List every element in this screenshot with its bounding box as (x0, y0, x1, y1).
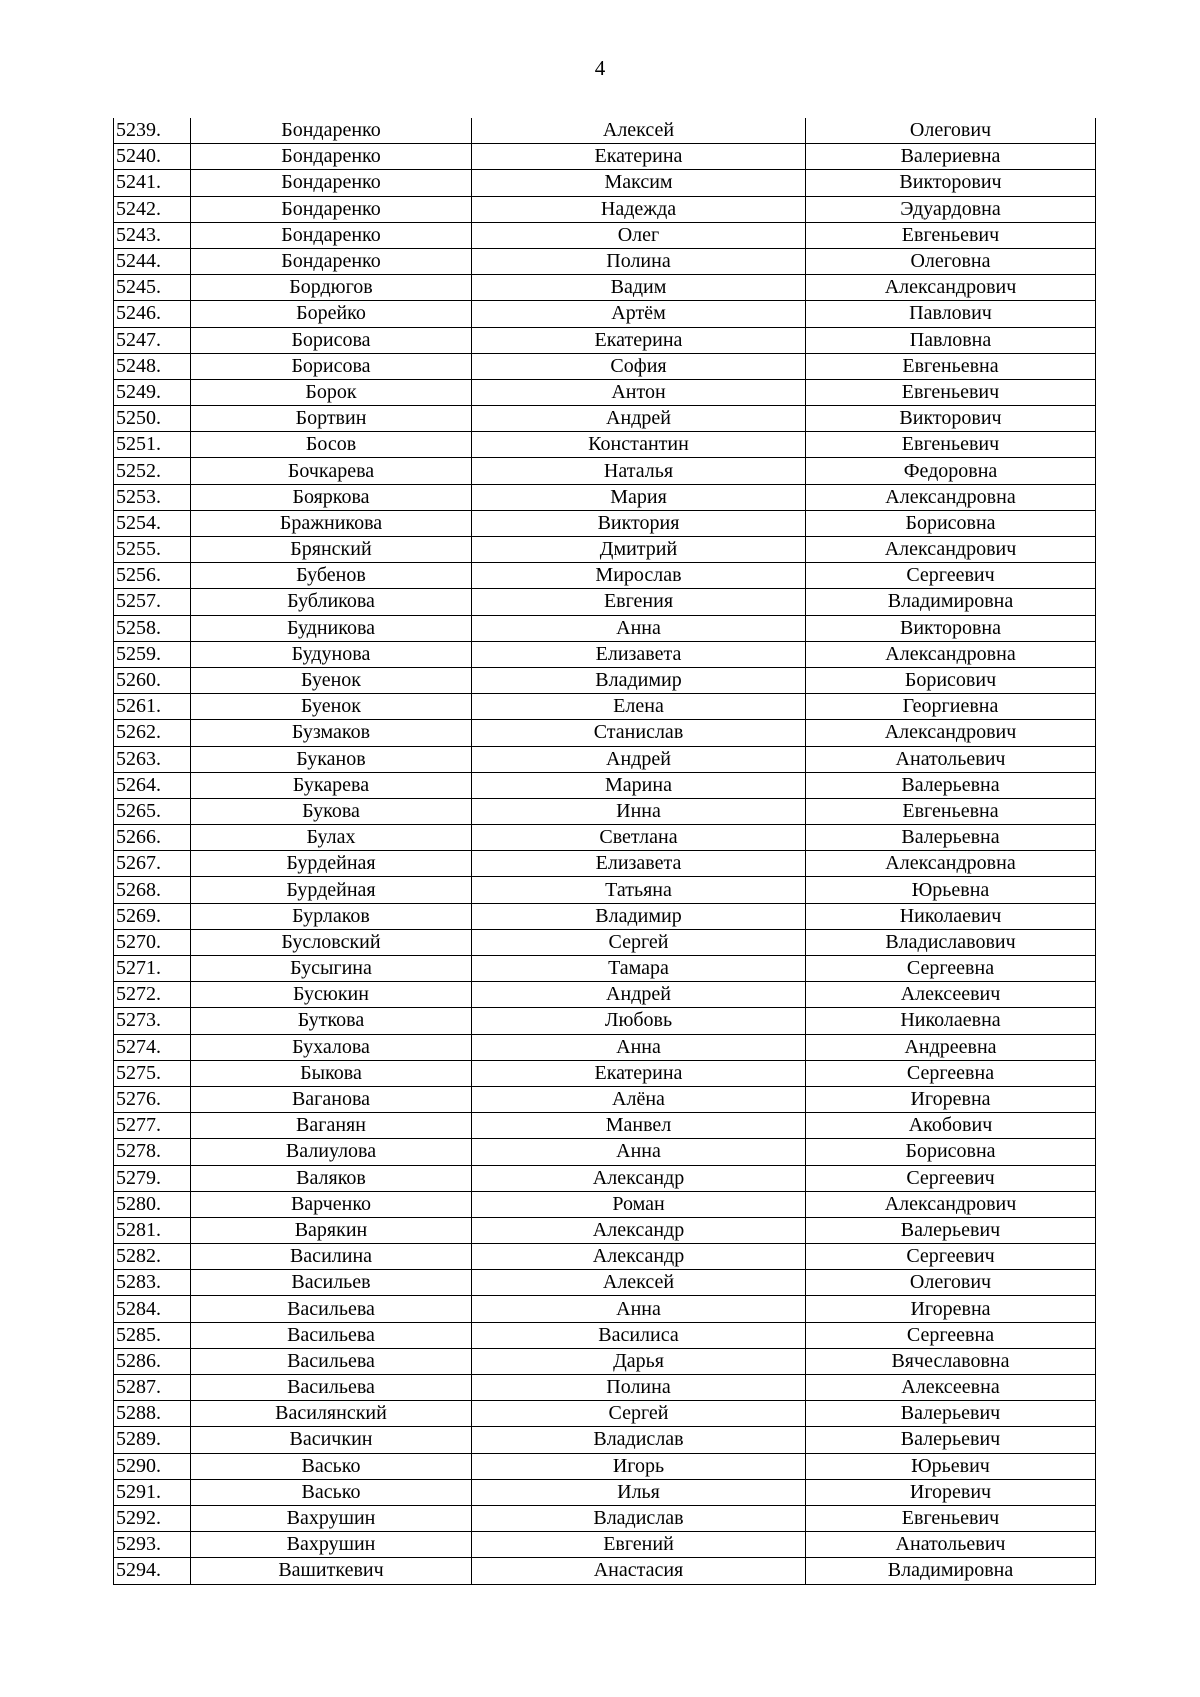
row-number: 5286. (114, 1348, 191, 1374)
last-name-cell: Васичкин (191, 1427, 472, 1453)
table-row (114, 379, 1096, 405)
first-name-cell: Алексей (472, 118, 806, 144)
first-name-cell: Наталья (472, 458, 806, 484)
patronymic-cell: Валерьевна (806, 825, 1096, 851)
patronymic-cell: Александрович (806, 1191, 1096, 1217)
patronymic-cell: Павлович (806, 301, 1096, 327)
first-name-cell: Мирослав (472, 563, 806, 589)
first-name-cell: Елизавета (472, 641, 806, 667)
last-name-cell: Бурдейная (191, 877, 472, 903)
row-number: 5269. (114, 903, 191, 929)
first-name-cell: Сергей (472, 1401, 806, 1427)
table-row (114, 144, 1096, 170)
row-number: 5290. (114, 1453, 191, 1479)
last-name-cell: Букарева (191, 772, 472, 798)
row-number: 5265. (114, 798, 191, 824)
row-number: 5278. (114, 1139, 191, 1165)
patronymic-cell: Евгеньевна (806, 353, 1096, 379)
first-name-cell: Тамара (472, 956, 806, 982)
patronymic-cell: Алексеевна (806, 1375, 1096, 1401)
last-name-cell: Вашиткевич (191, 1558, 472, 1584)
last-name-cell: Вахрушин (191, 1505, 472, 1531)
row-number: 5267. (114, 851, 191, 877)
last-name-cell: Бусыгина (191, 956, 472, 982)
row-number: 5253. (114, 484, 191, 510)
patronymic-cell: Валерьевич (806, 1427, 1096, 1453)
table-row (114, 248, 1096, 274)
first-name-cell: Максим (472, 170, 806, 196)
first-name-cell: Владислав (472, 1427, 806, 1453)
table-row (114, 1375, 1096, 1401)
row-number: 5285. (114, 1322, 191, 1348)
table-row (114, 772, 1096, 798)
table-row (114, 275, 1096, 301)
first-name-cell: Екатерина (472, 327, 806, 353)
last-name-cell: Буенок (191, 694, 472, 720)
patronymic-cell: Сергеевна (806, 1322, 1096, 1348)
row-number: 5288. (114, 1401, 191, 1427)
last-name-cell: Васильева (191, 1375, 472, 1401)
table-row (114, 825, 1096, 851)
first-name-cell: Артём (472, 301, 806, 327)
patronymic-cell: Викторовна (806, 615, 1096, 641)
row-number: 5239. (114, 118, 191, 144)
patronymic-cell: Валерьевич (806, 1401, 1096, 1427)
last-name-cell: Васильева (191, 1322, 472, 1348)
table-row (114, 1139, 1096, 1165)
table-row (114, 1322, 1096, 1348)
last-name-cell: Бубенов (191, 563, 472, 589)
row-number: 5243. (114, 222, 191, 248)
row-number: 5245. (114, 275, 191, 301)
last-name-cell: Бузмаков (191, 720, 472, 746)
table-row (114, 118, 1096, 144)
row-number: 5256. (114, 563, 191, 589)
table-row (114, 1505, 1096, 1531)
patronymic-cell: Александрович (806, 720, 1096, 746)
first-name-cell: София (472, 353, 806, 379)
table-row (114, 406, 1096, 432)
patronymic-cell: Александровна (806, 484, 1096, 510)
first-name-cell: Инна (472, 798, 806, 824)
first-name-cell: Евгения (472, 589, 806, 615)
patronymic-cell: Анатольевич (806, 1532, 1096, 1558)
row-number: 5264. (114, 772, 191, 798)
first-name-cell: Игорь (472, 1453, 806, 1479)
row-number: 5247. (114, 327, 191, 353)
row-number: 5272. (114, 982, 191, 1008)
first-name-cell: Анна (472, 1139, 806, 1165)
last-name-cell: Бражникова (191, 510, 472, 536)
patronymic-cell: Акобович (806, 1113, 1096, 1139)
first-name-cell: Любовь (472, 1008, 806, 1034)
patronymic-cell: Олегович (806, 118, 1096, 144)
first-name-cell: Сергей (472, 929, 806, 955)
patronymic-cell: Анатольевич (806, 746, 1096, 772)
table-row (114, 1191, 1096, 1217)
patronymic-cell: Евгеньевич (806, 432, 1096, 458)
last-name-cell: Васильев (191, 1270, 472, 1296)
table-row (114, 589, 1096, 615)
table-row (114, 877, 1096, 903)
row-number: 5268. (114, 877, 191, 903)
patronymic-cell: Эдуардовна (806, 196, 1096, 222)
patronymic-cell: Игоревна (806, 1086, 1096, 1112)
last-name-cell: Букова (191, 798, 472, 824)
patronymic-cell: Николаевна (806, 1008, 1096, 1034)
patronymic-cell: Владиславович (806, 929, 1096, 955)
table-row (114, 1479, 1096, 1505)
table-row (114, 1008, 1096, 1034)
table-row (114, 484, 1096, 510)
row-number: 5275. (114, 1060, 191, 1086)
table-row (114, 1532, 1096, 1558)
first-name-cell: Виктория (472, 510, 806, 536)
first-name-cell: Константин (472, 432, 806, 458)
row-number: 5282. (114, 1244, 191, 1270)
table-row (114, 1217, 1096, 1243)
last-name-cell: Будникова (191, 615, 472, 641)
patronymic-cell: Борисович (806, 667, 1096, 693)
row-number: 5289. (114, 1427, 191, 1453)
last-name-cell: Борисова (191, 353, 472, 379)
row-number: 5261. (114, 694, 191, 720)
table-row (114, 537, 1096, 563)
patronymic-cell: Александрович (806, 537, 1096, 563)
table-row (114, 1034, 1096, 1060)
row-number: 5249. (114, 379, 191, 405)
first-name-cell: Роман (472, 1191, 806, 1217)
row-number: 5251. (114, 432, 191, 458)
last-name-cell: Бусюкин (191, 982, 472, 1008)
row-number: 5258. (114, 615, 191, 641)
last-name-cell: Варченко (191, 1191, 472, 1217)
patronymic-cell: Сергеевич (806, 563, 1096, 589)
patronymic-cell: Олеговна (806, 248, 1096, 274)
row-number: 5283. (114, 1270, 191, 1296)
row-number: 5262. (114, 720, 191, 746)
table-row (114, 196, 1096, 222)
first-name-cell: Алексей (472, 1270, 806, 1296)
table-row (114, 1086, 1096, 1112)
patronymic-cell: Федоровна (806, 458, 1096, 484)
first-name-cell: Андрей (472, 406, 806, 432)
table-row (114, 1113, 1096, 1139)
patronymic-cell: Николаевич (806, 903, 1096, 929)
table-row (114, 1453, 1096, 1479)
table-row (114, 353, 1096, 379)
table-row (114, 1270, 1096, 1296)
last-name-cell: Васько (191, 1479, 472, 1505)
row-number: 5252. (114, 458, 191, 484)
last-name-cell: Васильева (191, 1348, 472, 1374)
first-name-cell: Екатерина (472, 144, 806, 170)
patronymic-cell: Евгеньевич (806, 222, 1096, 248)
last-name-cell: Валиулова (191, 1139, 472, 1165)
patronymic-cell: Викторович (806, 406, 1096, 432)
patronymic-cell: Сергеевич (806, 1165, 1096, 1191)
last-name-cell: Бондаренко (191, 196, 472, 222)
table-row (114, 641, 1096, 667)
last-name-cell: Бурдейная (191, 851, 472, 877)
first-name-cell: Екатерина (472, 1060, 806, 1086)
last-name-cell: Бояркова (191, 484, 472, 510)
row-number: 5260. (114, 667, 191, 693)
first-name-cell: Александр (472, 1244, 806, 1270)
last-name-cell: Васько (191, 1453, 472, 1479)
patronymic-cell: Александровна (806, 851, 1096, 877)
first-name-cell: Анастасия (472, 1558, 806, 1584)
last-name-cell: Ваганова (191, 1086, 472, 1112)
row-number: 5293. (114, 1532, 191, 1558)
patronymic-cell: Борисовна (806, 510, 1096, 536)
table-row (114, 170, 1096, 196)
last-name-cell: Васильева (191, 1296, 472, 1322)
first-name-cell: Анна (472, 1296, 806, 1322)
last-name-cell: Борок (191, 379, 472, 405)
last-name-cell: Василина (191, 1244, 472, 1270)
last-name-cell: Бухалова (191, 1034, 472, 1060)
last-name-cell: Бондаренко (191, 170, 472, 196)
patronymic-cell: Владимировна (806, 589, 1096, 615)
first-name-cell: Олег (472, 222, 806, 248)
last-name-cell: Вахрушин (191, 1532, 472, 1558)
last-name-cell: Босов (191, 432, 472, 458)
first-name-cell: Анна (472, 615, 806, 641)
table-row (114, 615, 1096, 641)
first-name-cell: Станислав (472, 720, 806, 746)
row-number: 5277. (114, 1113, 191, 1139)
patronymic-cell: Валерьевна (806, 772, 1096, 798)
table-row (114, 956, 1096, 982)
last-name-cell: Буткова (191, 1008, 472, 1034)
table-row (114, 720, 1096, 746)
first-name-cell: Антон (472, 379, 806, 405)
first-name-cell: Татьяна (472, 877, 806, 903)
last-name-cell: Бондаренко (191, 222, 472, 248)
first-name-cell: Владимир (472, 667, 806, 693)
patronymic-cell: Борисовна (806, 1139, 1096, 1165)
table-row (114, 1427, 1096, 1453)
row-number: 5280. (114, 1191, 191, 1217)
first-name-cell: Владислав (472, 1505, 806, 1531)
patronymic-cell: Александрович (806, 275, 1096, 301)
row-number: 5292. (114, 1505, 191, 1531)
patronymic-cell: Павловна (806, 327, 1096, 353)
patronymic-cell: Юрьевна (806, 877, 1096, 903)
table-row (114, 432, 1096, 458)
first-name-cell: Александр (472, 1165, 806, 1191)
patronymic-cell: Алексеевич (806, 982, 1096, 1008)
first-name-cell: Марина (472, 772, 806, 798)
row-number: 5270. (114, 929, 191, 955)
first-name-cell: Полина (472, 248, 806, 274)
last-name-cell: Бондаренко (191, 248, 472, 274)
row-number: 5266. (114, 825, 191, 851)
first-name-cell: Вадим (472, 275, 806, 301)
table-row (114, 327, 1096, 353)
last-name-cell: Бочкарева (191, 458, 472, 484)
page-number: 4 (594, 56, 606, 80)
row-number: 5263. (114, 746, 191, 772)
roster-table (113, 118, 1096, 1585)
row-number: 5284. (114, 1296, 191, 1322)
last-name-cell: Бордюгов (191, 275, 472, 301)
first-name-cell: Андрей (472, 746, 806, 772)
table-row (114, 222, 1096, 248)
row-number: 5257. (114, 589, 191, 615)
table-row (114, 301, 1096, 327)
first-name-cell: Александр (472, 1217, 806, 1243)
row-number: 5291. (114, 1479, 191, 1505)
row-number: 5241. (114, 170, 191, 196)
row-number: 5276. (114, 1086, 191, 1112)
table-row (114, 1348, 1096, 1374)
row-number: 5287. (114, 1375, 191, 1401)
first-name-cell: Илья (472, 1479, 806, 1505)
patronymic-cell: Георгиевна (806, 694, 1096, 720)
row-number: 5274. (114, 1034, 191, 1060)
table-row (114, 851, 1096, 877)
last-name-cell: Варякин (191, 1217, 472, 1243)
first-name-cell: Анна (472, 1034, 806, 1060)
last-name-cell: Борисова (191, 327, 472, 353)
row-number: 5254. (114, 510, 191, 536)
row-number: 5294. (114, 1558, 191, 1584)
first-name-cell: Полина (472, 1375, 806, 1401)
last-name-cell: Бондаренко (191, 118, 472, 144)
last-name-cell: Буканов (191, 746, 472, 772)
patronymic-cell: Игоревна (806, 1296, 1096, 1322)
patronymic-cell: Андреевна (806, 1034, 1096, 1060)
table-row (114, 1401, 1096, 1427)
row-number: 5259. (114, 641, 191, 667)
patronymic-cell: Сергеевна (806, 956, 1096, 982)
row-number: 5246. (114, 301, 191, 327)
first-name-cell: Надежда (472, 196, 806, 222)
row-number: 5273. (114, 1008, 191, 1034)
last-name-cell: Быкова (191, 1060, 472, 1086)
first-name-cell: Елизавета (472, 851, 806, 877)
first-name-cell: Манвел (472, 1113, 806, 1139)
table-row (114, 667, 1096, 693)
row-number: 5242. (114, 196, 191, 222)
first-name-cell: Дмитрий (472, 537, 806, 563)
table-row (114, 929, 1096, 955)
last-name-cell: Булах (191, 825, 472, 851)
row-number: 5255. (114, 537, 191, 563)
table-row (114, 903, 1096, 929)
row-number: 5244. (114, 248, 191, 274)
table-row (114, 798, 1096, 824)
patronymic-cell: Вячеславовна (806, 1348, 1096, 1374)
table-row (114, 563, 1096, 589)
table-row (114, 1558, 1096, 1584)
row-number: 5250. (114, 406, 191, 432)
last-name-cell: Валяков (191, 1165, 472, 1191)
table-row (114, 510, 1096, 536)
last-name-cell: Бортвин (191, 406, 472, 432)
last-name-cell: Бубликова (191, 589, 472, 615)
first-name-cell: Василиса (472, 1322, 806, 1348)
first-name-cell: Дарья (472, 1348, 806, 1374)
patronymic-cell: Евгеньевна (806, 798, 1096, 824)
last-name-cell: Бусловский (191, 929, 472, 955)
last-name-cell: Будунова (191, 641, 472, 667)
last-name-cell: Бондаренко (191, 144, 472, 170)
table-row (114, 746, 1096, 772)
row-number: 5248. (114, 353, 191, 379)
table-row (114, 694, 1096, 720)
patronymic-cell: Владимировна (806, 1558, 1096, 1584)
row-number: 5240. (114, 144, 191, 170)
first-name-cell: Мария (472, 484, 806, 510)
first-name-cell: Евгений (472, 1532, 806, 1558)
patronymic-cell: Викторович (806, 170, 1096, 196)
first-name-cell: Алёна (472, 1086, 806, 1112)
patronymic-cell: Евгеньевич (806, 379, 1096, 405)
patronymic-cell: Сергеевич (806, 1244, 1096, 1270)
first-name-cell: Андрей (472, 982, 806, 1008)
table-row (114, 458, 1096, 484)
table-row (114, 1296, 1096, 1322)
last-name-cell: Буенок (191, 667, 472, 693)
patronymic-cell: Олегович (806, 1270, 1096, 1296)
table-row (114, 1165, 1096, 1191)
first-name-cell: Владимир (472, 903, 806, 929)
patronymic-cell: Валерьевич (806, 1217, 1096, 1243)
last-name-cell: Борейко (191, 301, 472, 327)
patronymic-cell: Сергеевна (806, 1060, 1096, 1086)
table-row (114, 1244, 1096, 1270)
patronymic-cell: Александровна (806, 641, 1096, 667)
last-name-cell: Ваганян (191, 1113, 472, 1139)
patronymic-cell: Евгеньевич (806, 1505, 1096, 1531)
last-name-cell: Бурлаков (191, 903, 472, 929)
row-number: 5281. (114, 1217, 191, 1243)
last-name-cell: Василянский (191, 1401, 472, 1427)
patronymic-cell: Юрьевич (806, 1453, 1096, 1479)
table-row (114, 1060, 1096, 1086)
row-number: 5271. (114, 956, 191, 982)
roster-body (114, 118, 1096, 1584)
first-name-cell: Елена (472, 694, 806, 720)
last-name-cell: Брянский (191, 537, 472, 563)
first-name-cell: Светлана (472, 825, 806, 851)
patronymic-cell: Валериевна (806, 144, 1096, 170)
table-row (114, 982, 1096, 1008)
patronymic-cell: Игоревич (806, 1479, 1096, 1505)
row-number: 5279. (114, 1165, 191, 1191)
